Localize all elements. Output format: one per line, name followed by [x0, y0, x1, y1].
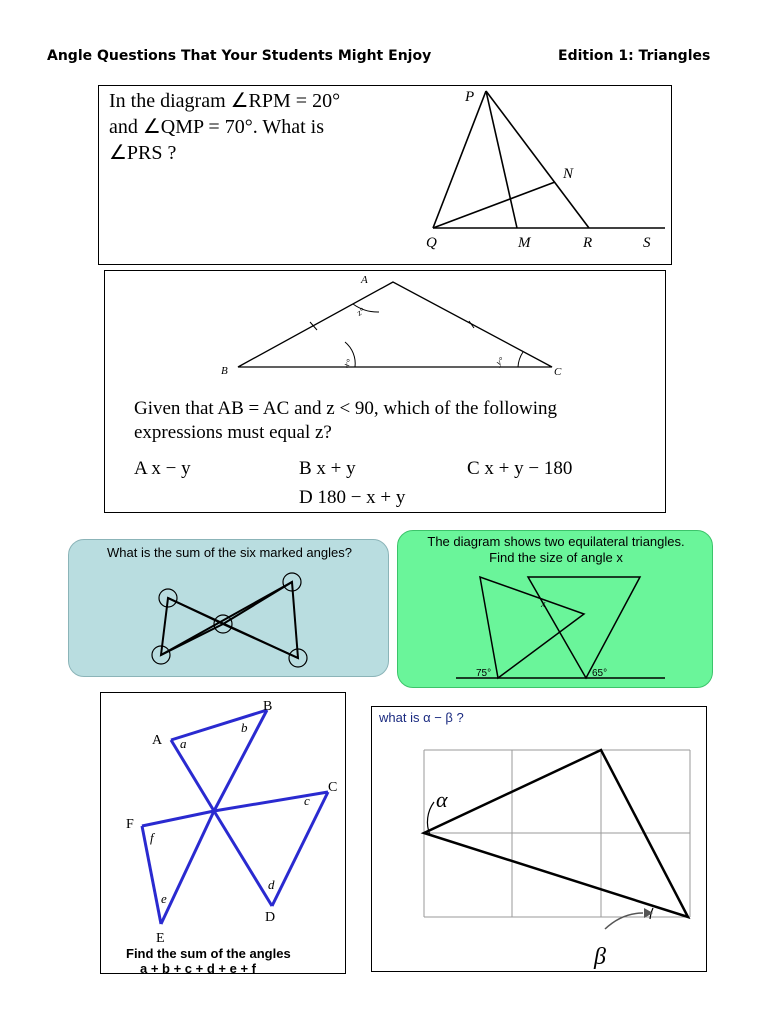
q1-label-m: M	[518, 235, 531, 251]
q5-label-d: D	[265, 910, 276, 925]
q5-line-a-center	[171, 740, 214, 811]
question-4-panel	[397, 530, 713, 688]
q5-angle-a: a	[180, 736, 187, 751]
q4-angle-x: x	[541, 599, 546, 610]
q2-question-line-2: expressions must equal z?	[134, 422, 332, 443]
q5-line-c-center	[214, 792, 328, 811]
q5-label-c: C	[328, 780, 338, 795]
q1-line-2: and ∠QMP = 70°. What is	[109, 116, 324, 138]
header-left: Angle Questions That Your Students Might Enjoy	[47, 48, 432, 64]
q2-label-x: x°	[341, 356, 354, 370]
q5-label-e: E	[156, 931, 165, 946]
q5-caption-line-1: Find the sum of the angles	[126, 946, 291, 961]
q5-label-b: B	[263, 699, 273, 714]
q2-label-z: z°	[355, 305, 367, 318]
q5-angle-c: c	[304, 793, 310, 808]
q5-angle-f: f	[150, 830, 154, 845]
q5-angle-d: d	[268, 877, 275, 892]
q6-label-alpha: α	[436, 787, 448, 812]
q5-angle-e: e	[161, 891, 167, 906]
question-1-panel	[98, 85, 672, 265]
q4-triangle-2	[528, 577, 640, 678]
q1-line-1: In the diagram ∠RPM = 20°	[109, 90, 341, 112]
q3-title: What is the sum of the six marked angles?	[107, 545, 352, 560]
q2-option-a: A x − y	[134, 458, 191, 479]
q1-line-qn	[433, 182, 555, 228]
q5-line-e-center	[161, 811, 214, 924]
q3-diagram	[69, 540, 389, 677]
question-6-panel	[371, 706, 707, 972]
q1-label-r: R	[583, 235, 593, 251]
q1-line-pq	[433, 91, 486, 228]
q1-label-p: P	[465, 89, 475, 105]
q3-cross-line-1	[168, 598, 298, 658]
q6-grid	[424, 750, 690, 917]
q6-diagram	[372, 707, 707, 972]
q5-triangles	[142, 710, 328, 924]
q2-question-line-1: Given that AB = AC and z < 90, which of the following	[134, 398, 558, 419]
q4-title-line-2: Find the size of angle x	[489, 550, 623, 565]
q6-title: what is α − β ?	[379, 710, 464, 725]
q1-label-n: N	[563, 166, 574, 182]
q5-label-f: F	[126, 817, 134, 832]
q1-label-q: Q	[426, 235, 437, 251]
question-2-panel	[104, 270, 666, 513]
q4-diagram	[398, 531, 713, 688]
q2-label-y: y°	[493, 354, 507, 368]
q5-angle-b: b	[241, 720, 248, 735]
q2-arc-y	[518, 352, 523, 367]
q2-label-c: C	[554, 366, 562, 378]
q2-option-b: B x + y	[299, 458, 356, 479]
question-3-panel	[68, 539, 389, 677]
question-5-panel	[100, 692, 346, 974]
q3-right-triangle	[223, 582, 298, 658]
q3-cross-line-2	[161, 582, 292, 655]
q2-option-d: D 180 − x + y	[299, 487, 406, 508]
q4-triangle-1	[480, 577, 584, 678]
q5-line-cd	[272, 792, 328, 906]
q4-title-line-1: The diagram shows two equilateral triangles.	[427, 534, 685, 549]
q6-label-beta: β	[594, 944, 606, 970]
q5-caption	[126, 946, 291, 974]
q6-arrow-curve	[605, 913, 643, 929]
q2-tick-ab	[310, 322, 317, 330]
q5-line-d-center	[214, 811, 272, 906]
q2-label-b: B	[221, 365, 228, 377]
q4-angle-75: 75°	[476, 668, 492, 679]
q5-line-f-center	[142, 811, 214, 826]
q5-label-a: A	[152, 733, 163, 748]
q5-diagram	[101, 693, 346, 974]
q1-line-3: ∠PRS ?	[109, 142, 177, 164]
q2-option-c: C x + y − 180	[467, 458, 573, 479]
q4-angle-65: 65°	[592, 668, 608, 679]
q1-diagram	[99, 86, 672, 265]
q2-triangle	[238, 282, 552, 367]
q1-label-s: S	[643, 235, 651, 251]
q2-label-a: A	[361, 274, 368, 286]
header-right: Edition 1: Triangles	[558, 48, 711, 64]
q2-question	[134, 397, 664, 445]
q5-caption-line-2: a + b + c + d + e + f	[140, 961, 256, 974]
